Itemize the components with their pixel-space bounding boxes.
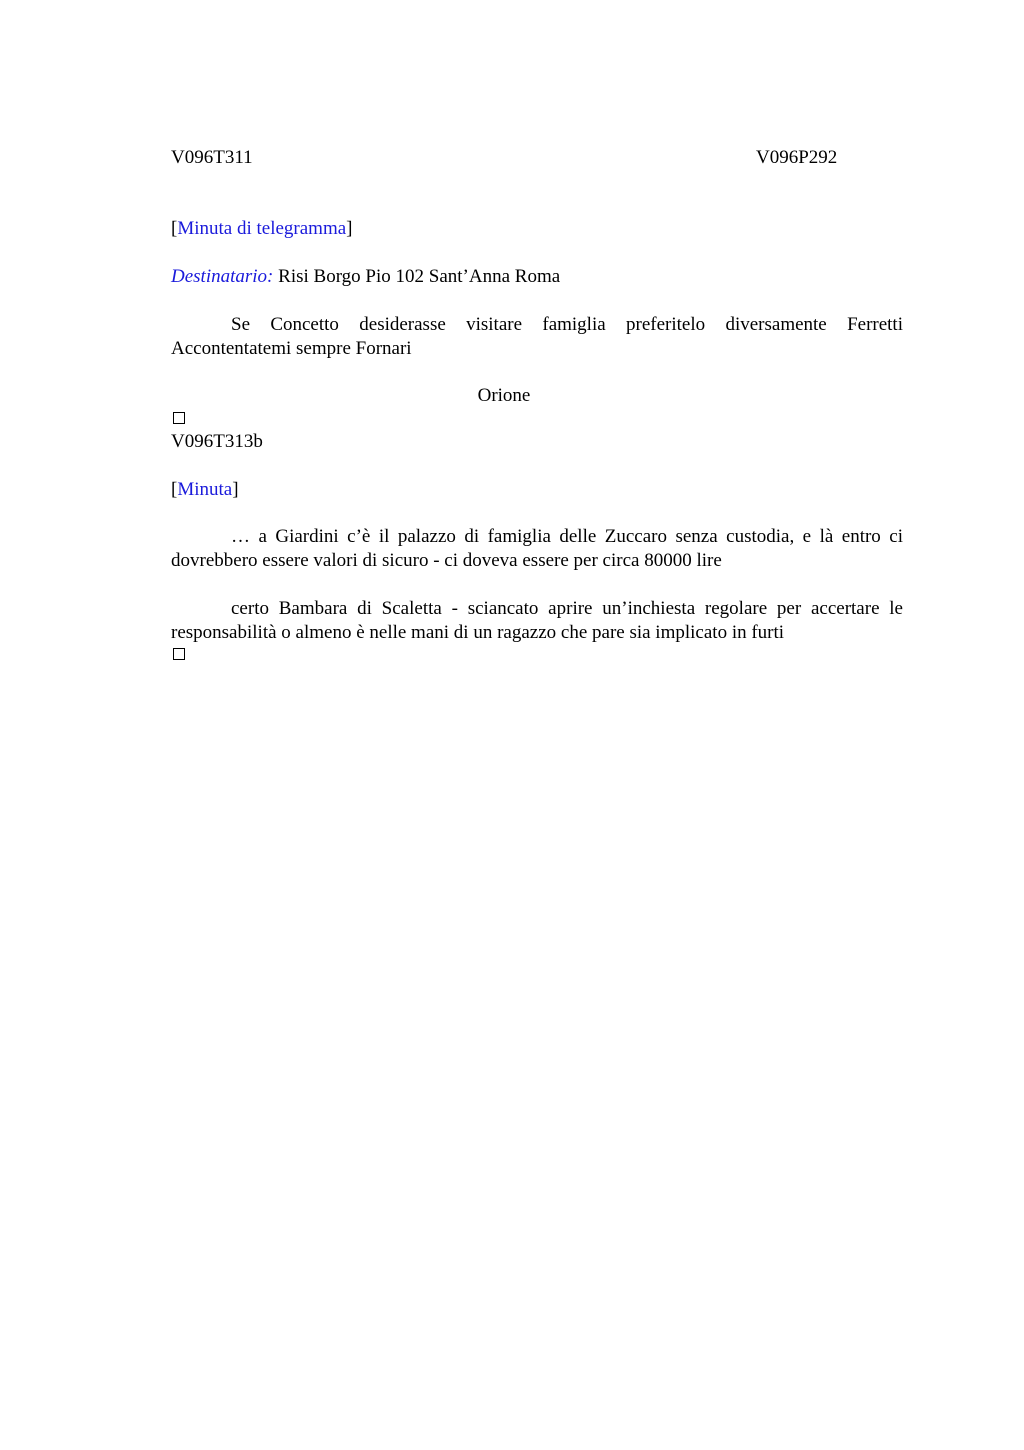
recipient-line [171, 265, 560, 289]
section-end-box-icon [173, 648, 185, 660]
doc2-code: V096T313b [171, 431, 263, 452]
doc1-body: Se Concetto desiderasse visitare famiglia preferitelo diversamente Ferretti Accontentatemi sempre Fornari [171, 314, 903, 359]
bracket-close: ] [346, 218, 353, 239]
recipient-value: Risi Borgo Pio 102 Sant’Anna Roma [273, 266, 561, 287]
doc2-title: Minuta [177, 479, 233, 500]
doc1-signature: Orione [477, 385, 531, 406]
bracket-close: ] [232, 479, 239, 500]
document-code-left: V096T311 [171, 147, 253, 168]
doc1-title-line [171, 217, 353, 241]
doc2-paragraph-2: certo Bambara di Scaletta - sciancato aprire un’inchiesta regolare per accertare le responsabilità o almeno è nelle mani di un ragazzo che pare sia implicato in furti [171, 598, 903, 643]
doc2-paragraph-1: … a Giardini c’è il palazzo di famiglia delle Zuccaro senza custodia, e là entro ci dovrebbero essere valori di sicuro - ci doveva essere per circa 80000 lire [171, 526, 903, 571]
bracket-open: [ [171, 479, 178, 500]
doc1-title: Minuta di telegramma [177, 218, 347, 239]
bracket-open: [ [171, 218, 178, 239]
document-code-right: V096P292 [756, 147, 838, 168]
section-end-box-icon [173, 412, 185, 424]
recipient-label: Destinatario: [171, 266, 274, 287]
doc2-title-line [171, 478, 239, 502]
